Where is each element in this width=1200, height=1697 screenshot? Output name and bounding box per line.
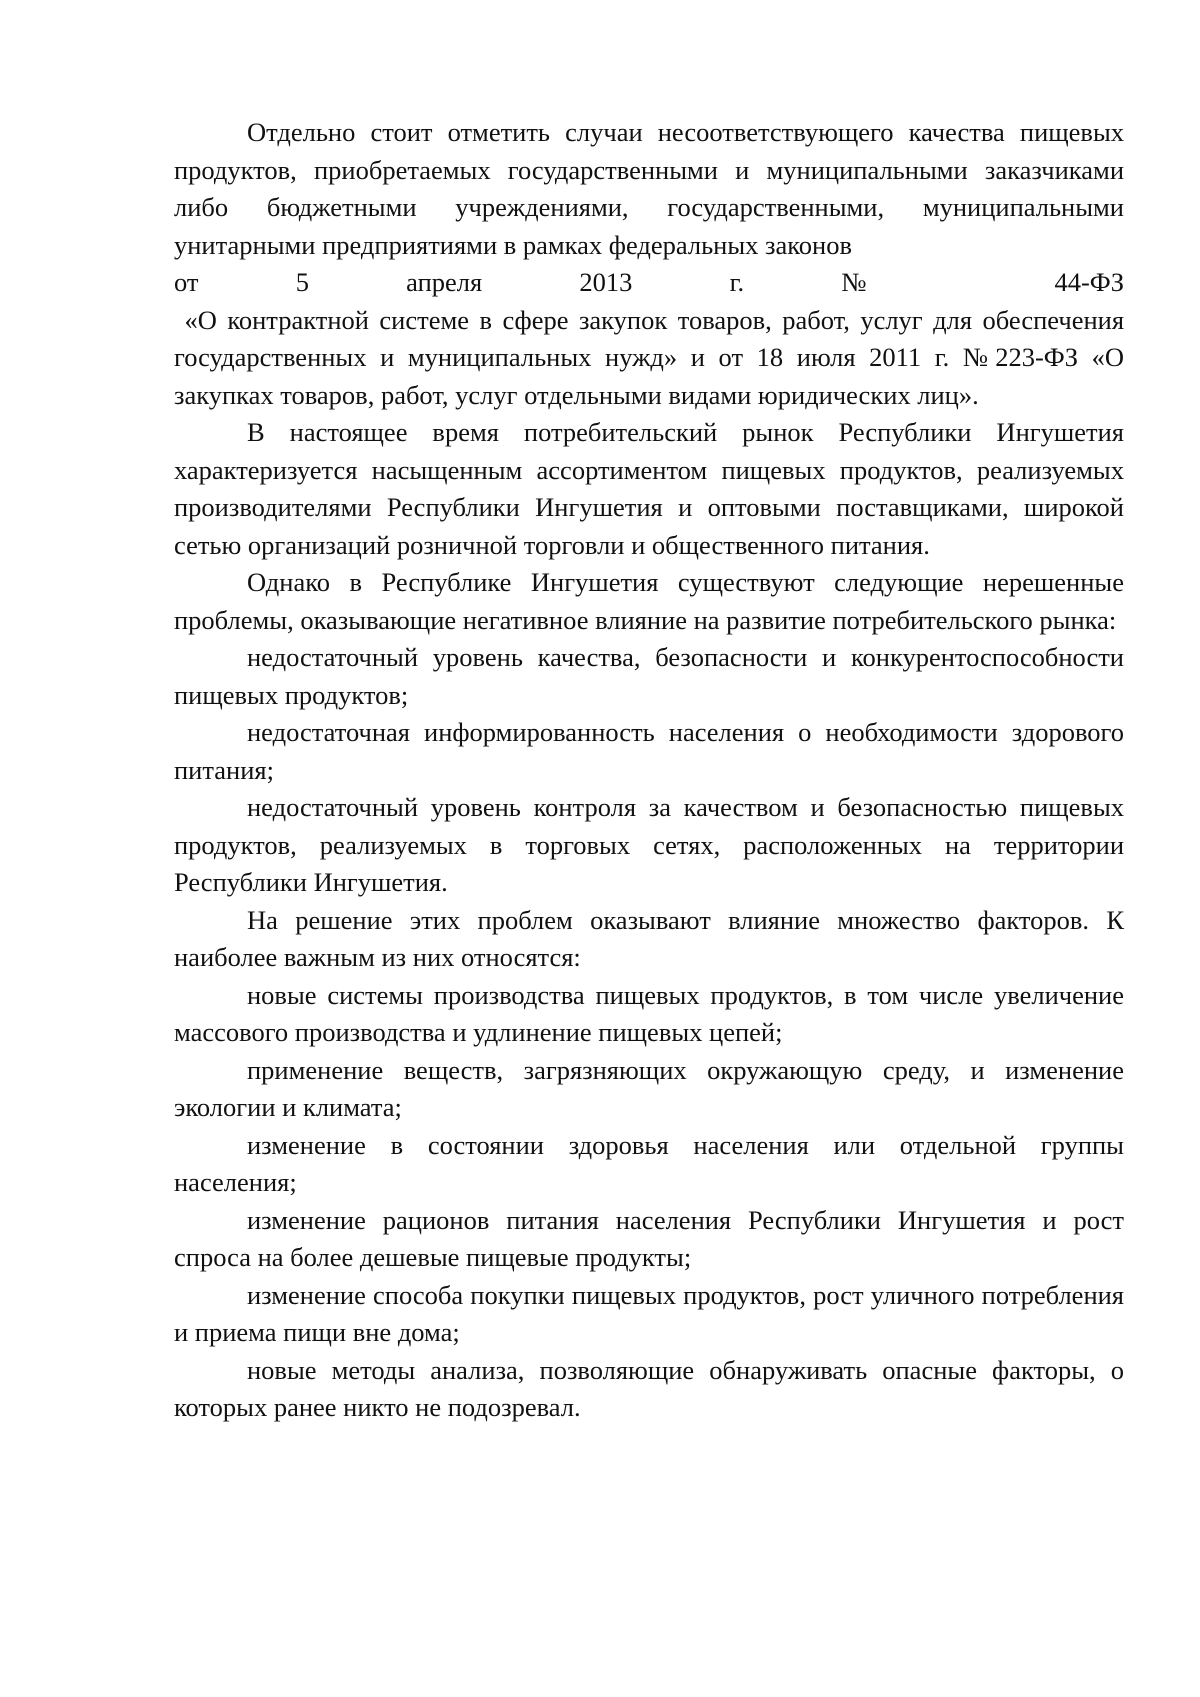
paragraph-problems-intro: Однако в Республике Ингушетия существуют следующие нерешенные проблемы, оказывающие негативное влияние на развитие потребительского рынка: [174, 567, 1124, 635]
list-item-quality-level: недостаточный уровень качества, безопасности и конкурентоспособности пищевых продуктов; [174, 642, 1124, 710]
list-item-health-changes: изменение в состоянии здоровья населения или отдельной группы населения; [174, 1129, 1124, 1197]
list-item-control-level: недостаточный уровень контроля за качеством и безопасностью пищевых продуктов, реализуемых в торговых сетях, расположенных на территории Республики Ингушетия. [174, 792, 1124, 897]
document-body [174, 114, 1131, 1427]
list-item-diet-changes: изменение рационов питания населения Республики Ингушетия и рост спроса на более дешевые пищевые продукты; [174, 1204, 1124, 1272]
list-item-analysis-methods: новые методы анализа, позволяющие обнаруживать опасные факторы, о которых ранее никто не подозревал. [174, 1354, 1124, 1422]
paragraph-procurement-quality [174, 114, 1131, 414]
list-item-awareness: недостаточная информированность населения о необходимости здорового питания; [174, 717, 1124, 785]
list-item-production-systems: новые системы производства пищевых продуктов, в том числе увеличение массового производства и удлинение пищевых цепей; [174, 979, 1124, 1047]
list-item-purchasing-changes: изменение способа покупки пищевых продуктов, рост уличного потребления и приема пищи вне дома; [174, 1279, 1124, 1347]
paragraph-text: «О контрактной системе в сфере закупок товаров, работ, услуг для обеспечения государственных и муниципальных нужд» и от 18 июля 2011 г. №223-ФЗ «О закупках товаров, работ, услуг отдельными видами юридических лиц». [174, 304, 1131, 410]
paragraph-text: Отдельно стоит отметить случаи несоответствующего качества пищевых продуктов, приобретаемых государственными и муниципальными заказчиками либо бюджетными учреждениями, государственными, муниципальными унитарными предприятиями в рамках федеральных законов [174, 117, 1124, 260]
paragraph-market-overview: В настоящее время потребительский рынок Республики Ингушетия характеризуется насыщенным ассортиментом пищевых продуктов, реализуемых производителями Республики Ингушетия и оптовыми поставщиками, широкой сетью организаций розничной торговли и общественного питания. [174, 417, 1124, 560]
paragraph-factors-intro: На решение этих проблем оказывают влияние множество факторов. К наиболее важным из них относятся: [174, 904, 1124, 972]
law-reference-line: от 5 апреля 2013 г. № 44-ФЗ [174, 267, 1124, 297]
list-item-pollutants: применение веществ, загрязняющих окружающую среду, и изменение экологии и климата; [174, 1054, 1124, 1122]
